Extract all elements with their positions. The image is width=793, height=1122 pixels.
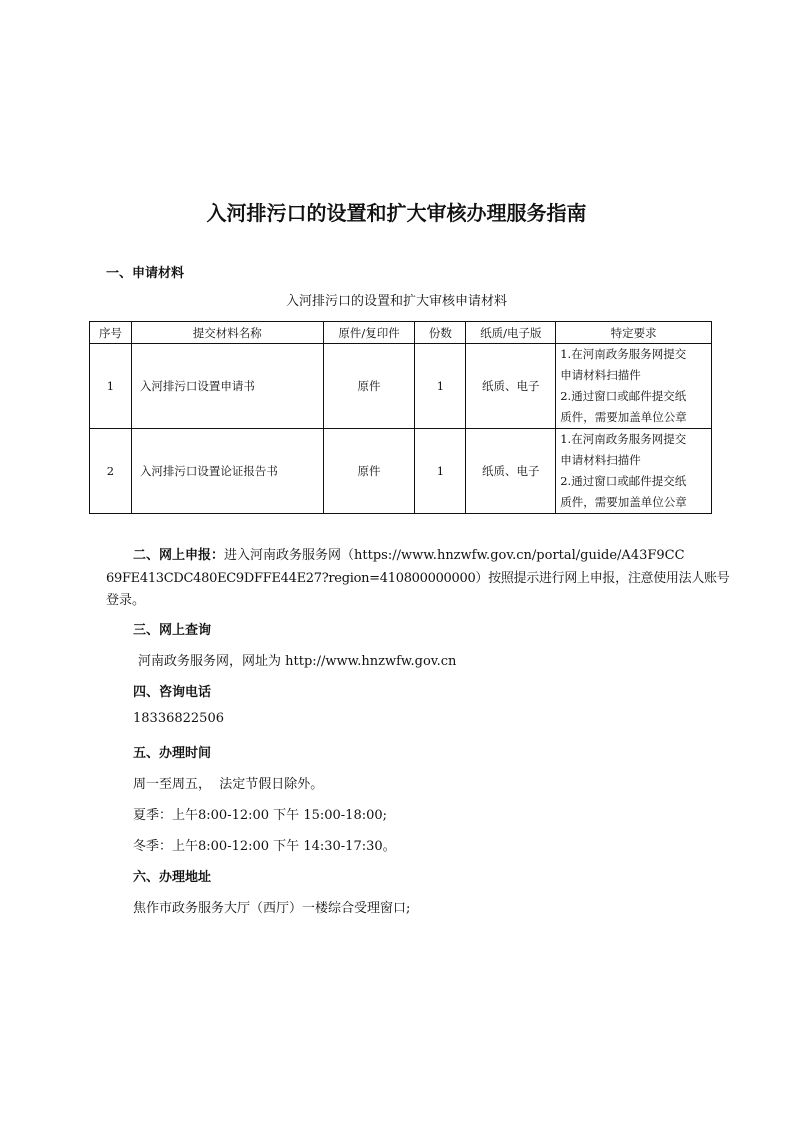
online-apply-line1 (133, 544, 685, 563)
req-line: 1.在河南政务服务网提交 (560, 347, 687, 361)
cell-no: 1 (90, 344, 132, 429)
cell-requirements (556, 344, 712, 429)
cell-requirements (556, 429, 712, 514)
section-heading-address: 六、办理地址 (133, 870, 212, 885)
online-apply-text: 进入河南政务服务网（https://www.hnzwfw.gov.cn/portal/guide/A43F9CC (224, 548, 685, 563)
req-line: 2.通过窗口或邮件提交纸 (560, 389, 687, 403)
req-line: 质件，需要加盖单位公章 (560, 495, 687, 509)
cell-format: 纸质、电子 (466, 429, 556, 514)
req-line: 1.在河南政务服务网提交 (560, 432, 687, 446)
section-heading-materials: 一、申请材料 (106, 266, 185, 281)
section-heading-online-query: 三、网上查询 (133, 623, 212, 638)
table-row (90, 344, 712, 429)
req-line: 质件，需要加盖单位公章 (560, 410, 687, 424)
cell-name: 入河排污口设置申请书 (131, 344, 323, 429)
hours-summer: 夏季：上午8:00-12:00 下午 15:00-18:00; (133, 808, 388, 823)
cell-format: 纸质、电子 (466, 344, 556, 429)
materials-table (89, 321, 712, 514)
header-no: 序号 (90, 322, 132, 344)
cell-name: 入河排污口设置论证报告书 (131, 429, 323, 514)
req-line: 申请材料扫描件 (560, 368, 641, 382)
section-heading-phone: 四、咨询电话 (133, 685, 212, 700)
header-name: 提交材料名称 (131, 322, 323, 344)
header-requirements: 特定要求 (556, 322, 712, 344)
online-apply-line2: 69FE413CDC480EC9DFFE44E27?region=410800000000）按照提示进行网上申报，注意使用法人账号 (106, 571, 730, 586)
header-count: 份数 (415, 322, 466, 344)
cell-count: 1 (415, 344, 466, 429)
hours-winter: 冬季：上午8:00-12:00 下午 14:30-17:30。 (133, 839, 396, 854)
cell-no: 2 (90, 429, 132, 514)
online-query-text: 河南政务服务网，网址为 http://www.hnzwfw.gov.cn (138, 654, 457, 669)
req-line: 2.通过窗口或邮件提交纸 (560, 474, 687, 488)
table-row (90, 429, 712, 514)
section-heading-hours: 五、办理时间 (133, 746, 212, 761)
table-header-row (90, 322, 712, 344)
phone-number: 18336822506 (133, 711, 224, 726)
header-format: 纸质/电子版 (466, 322, 556, 344)
online-apply-line3: 登录。 (106, 593, 146, 608)
document-title: 入河排污口的设置和扩大审核办理服务指南 (206, 201, 587, 225)
address-text: 焦作市政务服务大厅（西厅）一楼综合受理窗口; (133, 901, 411, 916)
cell-count: 1 (415, 429, 466, 514)
section-heading-online-apply: 二、网上申报： (133, 548, 225, 563)
header-original: 原件/复印件 (323, 322, 415, 344)
cell-original: 原件 (323, 429, 415, 514)
table-caption: 入河排污口的设置和扩大审核申请材料 (285, 294, 507, 309)
hours-weekdays: 周一至周五， 法定节假日除外。 (133, 777, 324, 792)
cell-original: 原件 (323, 344, 415, 429)
req-line: 申请材料扫描件 (560, 453, 641, 467)
